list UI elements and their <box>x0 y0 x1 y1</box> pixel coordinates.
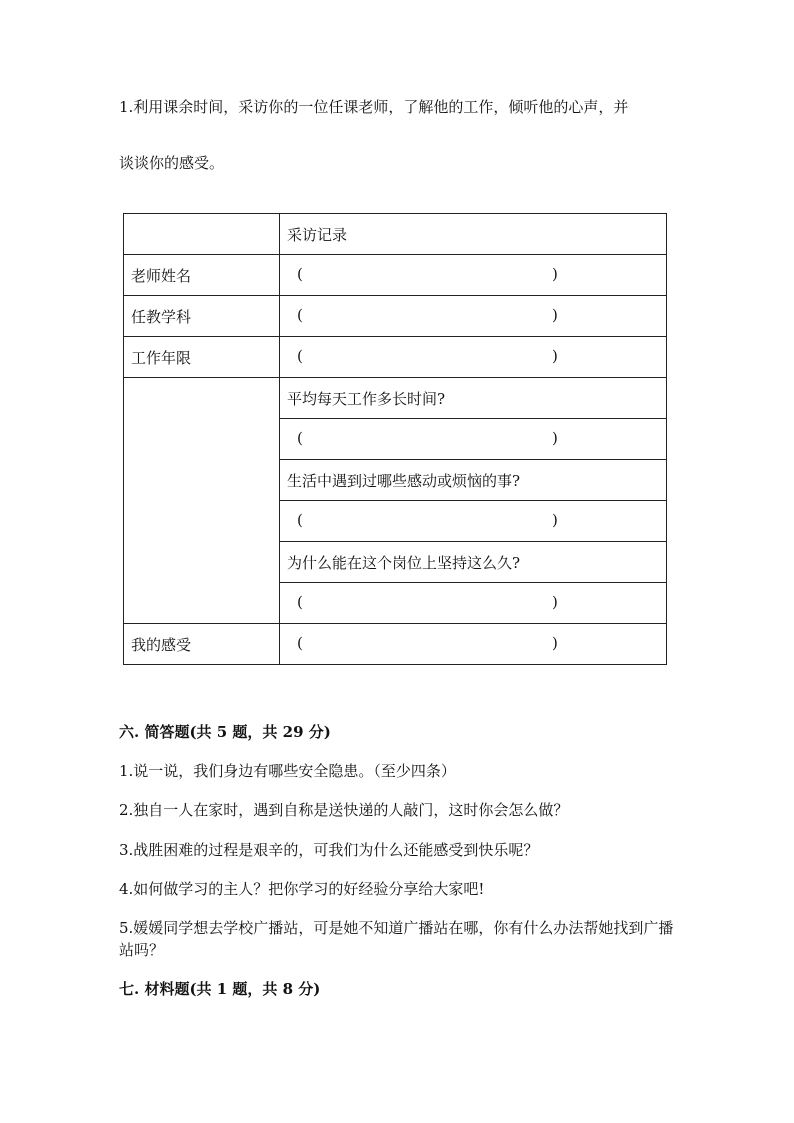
section-6-item-3: 3.战胜困难的过程是艰辛的，可我们为什么还能感受到快乐呢？ <box>119 841 539 859</box>
table-cell-questions-empty <box>124 378 280 624</box>
paren-open: ( <box>297 347 303 365</box>
table-row-header <box>124 214 667 255</box>
paren-close: ) <box>552 634 558 652</box>
section-6-item-4: 4.如何做学习的主人？把你学习的好经验分享给大家吧! <box>119 880 485 898</box>
paren-close: ) <box>552 347 558 365</box>
paren-close: ) <box>552 511 558 529</box>
life-events-answer[interactable] <box>280 501 667 542</box>
paren-open: ( <box>297 593 303 611</box>
table-header-interview-record: 采访记录 <box>280 214 667 255</box>
table-cell-empty-corner <box>124 214 280 255</box>
question-daily-hours: 平均每天工作多长时间? <box>280 378 667 419</box>
subject-answer[interactable] <box>280 296 667 337</box>
feeling-label: 我的感受 <box>124 624 280 665</box>
section-6-item-1: 1.说一说，我们身边有哪些安全隐患。（至少四条） <box>119 762 456 780</box>
years-label: 工作年限 <box>124 337 280 378</box>
question-life-events: 生活中遇到过哪些感动或烦恼的事? <box>280 460 667 501</box>
paren-open: ( <box>297 429 303 447</box>
table-row-question-1 <box>124 378 667 419</box>
table-row-subject <box>124 296 667 337</box>
section-6-item-5: 5.媛媛同学想去学校广播站，可是她不知道广播站在哪，你有什么办法帮她找到广播站吗？ <box>119 919 674 959</box>
table-row-teacher-name <box>124 255 667 296</box>
daily-hours-answer[interactable] <box>280 419 667 460</box>
question-perseverance: 为什么能在这个岗位上坚持这么久? <box>280 542 667 583</box>
paren-open: ( <box>297 306 303 324</box>
perseverance-answer[interactable] <box>280 583 667 624</box>
teacher-name-answer[interactable] <box>280 255 667 296</box>
section-6-item-2: 2.独自一人在家时，遇到自称是送快递的人敲门，这时你会怎么做？ <box>119 801 569 819</box>
paren-open: ( <box>297 511 303 529</box>
paren-close: ) <box>552 593 558 611</box>
paren-close: ) <box>552 429 558 447</box>
years-answer[interactable] <box>280 337 667 378</box>
question-1-line-2: 谈谈你的感受。 <box>119 154 225 172</box>
paren-close: ) <box>552 265 558 283</box>
teacher-name-label: 老师姓名 <box>124 255 280 296</box>
subject-label: 任教学科 <box>124 296 280 337</box>
paren-close: ) <box>552 306 558 324</box>
section-7-title: 七. 材料题(共 1 题，共 8 分) <box>119 980 321 998</box>
table-row-feeling <box>124 624 667 665</box>
section-6-title: 六. 简答题(共 5 题，共 29 分) <box>119 723 331 741</box>
feeling-answer[interactable] <box>280 624 667 665</box>
question-1-line-1: 1.利用课余时间，采访你的一位任课老师，了解他的工作，倾听他的心声，并 <box>119 98 629 116</box>
paren-open: ( <box>297 265 303 283</box>
table-row-years <box>124 337 667 378</box>
paren-open: ( <box>297 634 303 652</box>
interview-table <box>123 213 667 665</box>
